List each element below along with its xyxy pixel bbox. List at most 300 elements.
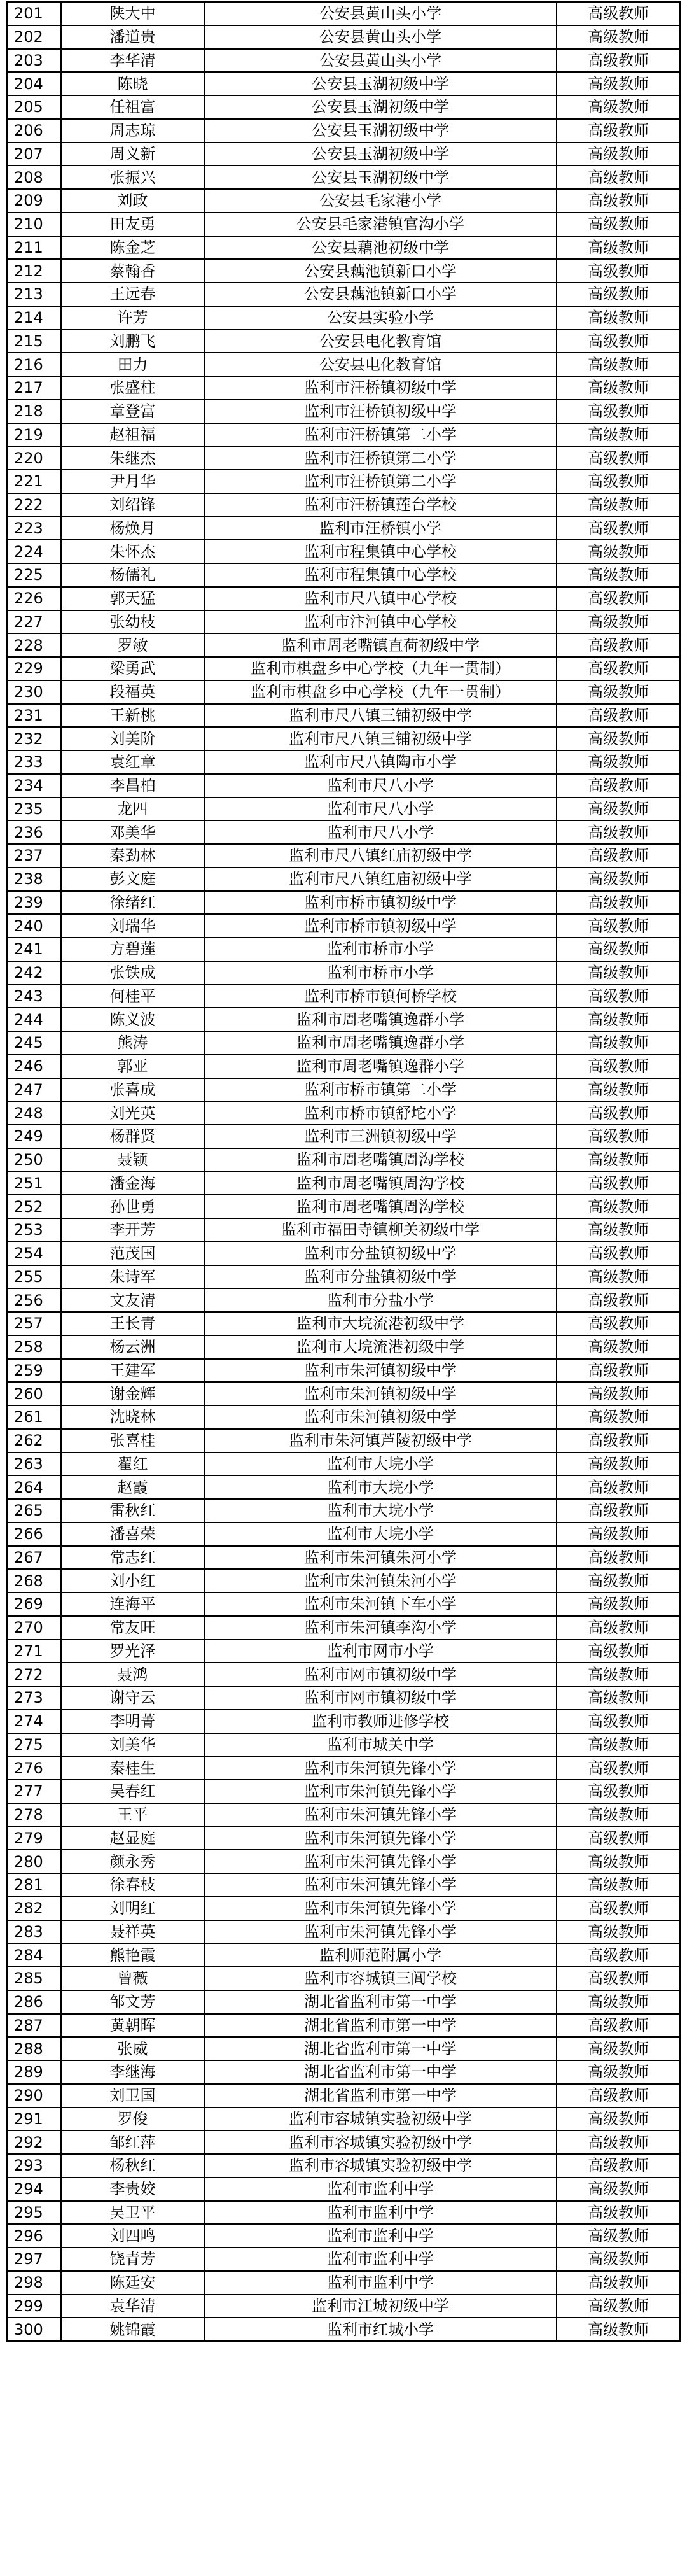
- teacher-name: 陈廷安: [61, 2271, 204, 2295]
- table-row: [7, 914, 680, 938]
- teacher-name: 谢金辉: [61, 1382, 204, 1405]
- table-row: [7, 540, 680, 563]
- teacher-name: 李开芳: [61, 1218, 204, 1242]
- row-number: 243: [7, 985, 61, 1008]
- row-number: 222: [7, 493, 61, 517]
- title-cell: 高级教师: [557, 587, 680, 610]
- school-name: 监利市三洲镇初级中学: [204, 1125, 557, 1148]
- title-cell: 高级教师: [557, 1663, 680, 1686]
- title-cell: 高级教师: [557, 1148, 680, 1172]
- row-number: 252: [7, 1195, 61, 1218]
- table-row: [7, 1382, 680, 1405]
- teacher-name: 刘四鸣: [61, 2224, 204, 2248]
- school-name: 监利市容城镇实验初级中学: [204, 2130, 557, 2154]
- teacher-name: 王新桃: [61, 704, 204, 728]
- school-name: 公安县藕池初级中学: [204, 236, 557, 260]
- title-cell: 高级教师: [557, 798, 680, 821]
- school-name: 公安县黄山头小学: [204, 49, 557, 73]
- teacher-name: 秦劲林: [61, 844, 204, 868]
- teacher-name: 杨群贤: [61, 1125, 204, 1148]
- school-name: 监利市程集镇中心学校: [204, 563, 557, 587]
- row-number: 238: [7, 868, 61, 891]
- teacher-name: 章登富: [61, 400, 204, 423]
- row-number: 224: [7, 540, 61, 563]
- row-number: 267: [7, 1546, 61, 1570]
- teacher-name: 徐绪红: [61, 891, 204, 915]
- title-cell: 高级教师: [557, 938, 680, 961]
- row-number: 214: [7, 306, 61, 330]
- row-number: 291: [7, 2108, 61, 2131]
- title-cell: 高级教师: [557, 750, 680, 774]
- table-row: [7, 610, 680, 634]
- table-row: [7, 1827, 680, 1850]
- title-cell: 高级教师: [557, 236, 680, 260]
- school-name: 监利市尺八镇陶市小学: [204, 750, 557, 774]
- teacher-name: 朱继杰: [61, 446, 204, 470]
- row-number: 288: [7, 2037, 61, 2060]
- title-cell: 高级教师: [557, 2, 680, 25]
- teacher-name: 李华清: [61, 49, 204, 73]
- table-row: [7, 470, 680, 493]
- teacher-name: 雷秋红: [61, 1499, 204, 1523]
- row-number: 237: [7, 844, 61, 868]
- school-name: 监利市朱河镇先锋小学: [204, 1850, 557, 1873]
- row-number: 245: [7, 1031, 61, 1055]
- teacher-name: 王长青: [61, 1312, 204, 1335]
- table-row: [7, 1265, 680, 1289]
- table-row: [7, 1148, 680, 1172]
- teacher-name: 陕大中: [61, 2, 204, 25]
- row-number: 263: [7, 1453, 61, 1476]
- table-row: [7, 1195, 680, 1218]
- title-cell: 高级教师: [557, 2224, 680, 2248]
- school-name: 公安县玉湖初级中学: [204, 119, 557, 143]
- row-number: 299: [7, 2295, 61, 2318]
- title-cell: 高级教师: [557, 2178, 680, 2201]
- school-name: 监利市尺八小学: [204, 820, 557, 844]
- row-number: 298: [7, 2271, 61, 2295]
- teacher-name: 尹月华: [61, 470, 204, 493]
- row-number: 278: [7, 1803, 61, 1827]
- school-name: 监利市周老嘴镇周沟学校: [204, 1195, 557, 1218]
- row-number: 251: [7, 1172, 61, 1195]
- teacher-name: 刘政: [61, 189, 204, 213]
- table-row: [7, 1031, 680, 1055]
- table-row: [7, 1405, 680, 1429]
- title-cell: 高级教师: [557, 1569, 680, 1593]
- row-number: 219: [7, 423, 61, 447]
- teacher-name: 连海平: [61, 1593, 204, 1616]
- title-cell: 高级教师: [557, 657, 680, 680]
- title-cell: 高级教师: [557, 1335, 680, 1359]
- table-row: [7, 2060, 680, 2084]
- teacher-name: 熊艳霞: [61, 1943, 204, 1967]
- teacher-name: 谢守云: [61, 1686, 204, 1710]
- teacher-name: 杨焕月: [61, 517, 204, 540]
- title-cell: 高级教师: [557, 820, 680, 844]
- row-number: 225: [7, 563, 61, 587]
- teacher-name: 郭天猛: [61, 587, 204, 610]
- teacher-name: 何桂平: [61, 985, 204, 1008]
- teacher-name: 彭文庭: [61, 868, 204, 891]
- title-cell: 高级教师: [557, 961, 680, 985]
- title-cell: 高级教师: [557, 376, 680, 400]
- table-row: [7, 517, 680, 540]
- table-row: [7, 1429, 680, 1453]
- row-number: 293: [7, 2154, 61, 2178]
- row-number: 247: [7, 1078, 61, 1102]
- table-row: [7, 1078, 680, 1102]
- school-name: 监利市江城初级中学: [204, 2295, 557, 2318]
- title-cell: 高级教师: [557, 2014, 680, 2038]
- table-row: [7, 446, 680, 470]
- table-row: [7, 1593, 680, 1616]
- teacher-name: 常志红: [61, 1546, 204, 1570]
- row-number: 270: [7, 1616, 61, 1640]
- title-cell: 高级教师: [557, 1733, 680, 1757]
- school-name: 监利市红城小学: [204, 2318, 557, 2341]
- teacher-name: 蔡翰香: [61, 259, 204, 283]
- table-row: [7, 95, 680, 119]
- teacher-name: 罗敏: [61, 633, 204, 657]
- row-number: 255: [7, 1265, 61, 1289]
- school-name: 监利市城关中学: [204, 1733, 557, 1757]
- teacher-name: 孙世勇: [61, 1195, 204, 1218]
- table-row: [7, 798, 680, 821]
- teacher-name: 杨云洲: [61, 1335, 204, 1359]
- row-number: 212: [7, 259, 61, 283]
- title-cell: 高级教师: [557, 1827, 680, 1850]
- teacher-name: 罗光泽: [61, 1640, 204, 1663]
- table-row: [7, 353, 680, 376]
- school-name: 监利市周老嘴镇逸群小学: [204, 1008, 557, 1031]
- teacher-name: 邹红萍: [61, 2130, 204, 2154]
- school-name: 监利市朱河镇朱河小学: [204, 1569, 557, 1593]
- school-name: 监利市朱河镇初级中学: [204, 1382, 557, 1405]
- teacher-name: 张威: [61, 2037, 204, 2060]
- table-row: [7, 1125, 680, 1148]
- row-number: 257: [7, 1312, 61, 1335]
- title-cell: 高级教师: [557, 1897, 680, 1920]
- school-name: 监利市朱河镇初级中学: [204, 1359, 557, 1383]
- teacher-name: 王平: [61, 1803, 204, 1827]
- row-number: 292: [7, 2130, 61, 2154]
- teacher-name: 翟红: [61, 1453, 204, 1476]
- table-row: [7, 1288, 680, 1312]
- teacher-name: 方碧莲: [61, 938, 204, 961]
- school-name: 监利市朱河镇先锋小学: [204, 1780, 557, 1803]
- row-number: 244: [7, 1008, 61, 1031]
- row-number: 253: [7, 1218, 61, 1242]
- table-row: [7, 1453, 680, 1476]
- teacher-name: 张喜成: [61, 1078, 204, 1102]
- teacher-name: 李昌柏: [61, 774, 204, 798]
- teacher-name: 袁红章: [61, 750, 204, 774]
- row-number: 260: [7, 1382, 61, 1405]
- school-name: 监利市分盐镇初级中学: [204, 1242, 557, 1265]
- row-number: 234: [7, 774, 61, 798]
- school-name: 监利市桥市小学: [204, 961, 557, 985]
- title-cell: 高级教师: [557, 119, 680, 143]
- table-row: [7, 985, 680, 1008]
- row-number: 264: [7, 1475, 61, 1499]
- row-number: 242: [7, 961, 61, 985]
- teacher-name: 黄朝晖: [61, 2014, 204, 2038]
- title-cell: 高级教师: [557, 2060, 680, 2084]
- school-name: 公安县电化教育馆: [204, 353, 557, 376]
- teacher-name: 刘卫国: [61, 2084, 204, 2108]
- teacher-name: 陈义波: [61, 1008, 204, 1031]
- row-number: 246: [7, 1055, 61, 1078]
- teacher-name: 颜永秀: [61, 1850, 204, 1873]
- table-row: [7, 1523, 680, 1546]
- school-name: 公安县毛家港小学: [204, 189, 557, 213]
- row-number: 208: [7, 165, 61, 189]
- title-cell: 高级教师: [557, 1453, 680, 1476]
- title-cell: 高级教师: [557, 1429, 680, 1453]
- teacher-name: 李明菁: [61, 1710, 204, 1733]
- table-row: [7, 2224, 680, 2248]
- school-name: 监利市桥市小学: [204, 938, 557, 961]
- table-row: [7, 1569, 680, 1593]
- roster-table: [6, 1, 681, 2342]
- table-row: [7, 961, 680, 985]
- row-number: 229: [7, 657, 61, 680]
- title-cell: 高级教师: [557, 1312, 680, 1335]
- title-cell: 高级教师: [557, 633, 680, 657]
- table-row: [7, 213, 680, 236]
- teacher-name: 秦桂生: [61, 1756, 204, 1780]
- school-name: 监利市监利中学: [204, 2201, 557, 2225]
- title-cell: 高级教师: [557, 540, 680, 563]
- teacher-name: 邹文芳: [61, 1990, 204, 2014]
- row-number: 280: [7, 1850, 61, 1873]
- title-cell: 高级教师: [557, 2130, 680, 2154]
- teacher-name: 刘瑞华: [61, 914, 204, 938]
- row-number: 226: [7, 587, 61, 610]
- title-cell: 高级教师: [557, 1967, 680, 1990]
- school-name: 湖北省监利市第一中学: [204, 2084, 557, 2108]
- teacher-name: 王建军: [61, 1359, 204, 1383]
- table-row: [7, 1008, 680, 1031]
- row-number: 223: [7, 517, 61, 540]
- teacher-name: 周志琼: [61, 119, 204, 143]
- teacher-name: 梁勇武: [61, 657, 204, 680]
- teacher-name: 龙四: [61, 798, 204, 821]
- school-name: 公安县藕池镇新口小学: [204, 283, 557, 306]
- row-number: 213: [7, 283, 61, 306]
- table-row: [7, 2014, 680, 2038]
- teacher-name: 刘明红: [61, 1897, 204, 1920]
- title-cell: 高级教师: [557, 1242, 680, 1265]
- school-name: 监利市桥市镇舒坨小学: [204, 1101, 557, 1125]
- teacher-name: 赵显庭: [61, 1827, 204, 1850]
- title-cell: 高级教师: [557, 1218, 680, 1242]
- teacher-name: 聂祥英: [61, 1920, 204, 1944]
- teacher-name: 张喜桂: [61, 1429, 204, 1453]
- teacher-name: 陈金芝: [61, 236, 204, 260]
- row-number: 228: [7, 633, 61, 657]
- row-number: 211: [7, 236, 61, 260]
- table-row: [7, 820, 680, 844]
- title-cell: 高级教师: [557, 1125, 680, 1148]
- row-number: 235: [7, 798, 61, 821]
- school-name: 监利市桥市镇初级中学: [204, 891, 557, 915]
- school-name: 监利市周老嘴镇周沟学校: [204, 1172, 557, 1195]
- school-name: 监利市朱河镇朱河小学: [204, 1546, 557, 1570]
- title-cell: 高级教师: [557, 1475, 680, 1499]
- table-row: [7, 2108, 680, 2131]
- title-cell: 高级教师: [557, 1943, 680, 1967]
- school-name: 监利市尺八镇红庙初级中学: [204, 868, 557, 891]
- table-row: [7, 189, 680, 213]
- school-name: 监利市尺八镇中心学校: [204, 587, 557, 610]
- teacher-name: 潘金海: [61, 1172, 204, 1195]
- row-number: 296: [7, 2224, 61, 2248]
- row-number: 210: [7, 213, 61, 236]
- table-row: [7, 1850, 680, 1873]
- teacher-name: 刘绍锋: [61, 493, 204, 517]
- school-name: 监利市大垸流港初级中学: [204, 1335, 557, 1359]
- teacher-name: 熊涛: [61, 1031, 204, 1055]
- school-name: 监利市棋盘乡中心学校（九年一贯制）: [204, 680, 557, 704]
- row-number: 285: [7, 1967, 61, 1990]
- row-number: 250: [7, 1148, 61, 1172]
- row-number: 266: [7, 1523, 61, 1546]
- row-number: 269: [7, 1593, 61, 1616]
- title-cell: 高级教师: [557, 1078, 680, 1102]
- school-name: 监利市大垸小学: [204, 1475, 557, 1499]
- table-row: [7, 750, 680, 774]
- school-name: 监利市大垸小学: [204, 1453, 557, 1476]
- teacher-name: 段福英: [61, 680, 204, 704]
- row-number: 277: [7, 1780, 61, 1803]
- row-number: 295: [7, 2201, 61, 2225]
- row-number: 248: [7, 1101, 61, 1125]
- school-name: 监利市桥市镇第二小学: [204, 1078, 557, 1102]
- title-cell: 高级教师: [557, 1640, 680, 1663]
- table-row: [7, 1686, 680, 1710]
- title-cell: 高级教师: [557, 2201, 680, 2225]
- title-cell: 高级教师: [557, 2295, 680, 2318]
- title-cell: 高级教师: [557, 283, 680, 306]
- teacher-name: 徐春枝: [61, 1873, 204, 1897]
- table-row: [7, 25, 680, 49]
- teacher-name: 沈晓林: [61, 1405, 204, 1429]
- school-name: 监利市汪桥镇莲台学校: [204, 493, 557, 517]
- teacher-name: 朱诗军: [61, 1265, 204, 1289]
- table-row: [7, 891, 680, 915]
- title-cell: 高级教师: [557, 1382, 680, 1405]
- table-row: [7, 1616, 680, 1640]
- row-number: 221: [7, 470, 61, 493]
- row-number: 232: [7, 727, 61, 750]
- school-name: 监利市桥市镇何桥学校: [204, 985, 557, 1008]
- title-cell: 高级教师: [557, 1920, 680, 1944]
- teacher-name: 袁华清: [61, 2295, 204, 2318]
- row-number: 286: [7, 1990, 61, 2014]
- table-row: [7, 2, 680, 25]
- title-cell: 高级教师: [557, 2037, 680, 2060]
- row-number: 240: [7, 914, 61, 938]
- row-number: 259: [7, 1359, 61, 1383]
- school-name: 监利市朱河镇李沟小学: [204, 1616, 557, 1640]
- row-number: 282: [7, 1897, 61, 1920]
- school-name: 监利市朱河镇先锋小学: [204, 1803, 557, 1827]
- school-name: 监利市网市小学: [204, 1640, 557, 1663]
- table-row: [7, 1920, 680, 1944]
- school-name: 湖北省监利市第一中学: [204, 1990, 557, 2014]
- table-row: [7, 2318, 680, 2341]
- title-cell: 高级教师: [557, 1101, 680, 1125]
- school-name: 监利市程集镇中心学校: [204, 540, 557, 563]
- table-row: [7, 633, 680, 657]
- school-name: 监利市尺八镇红庙初级中学: [204, 844, 557, 868]
- title-cell: 高级教师: [557, 189, 680, 213]
- school-name: 监利市朱河镇下车小学: [204, 1593, 557, 1616]
- title-cell: 高级教师: [557, 353, 680, 376]
- table-row: [7, 774, 680, 798]
- school-name: 公安县玉湖初级中学: [204, 143, 557, 166]
- teacher-name: 李贵姣: [61, 2178, 204, 2201]
- school-name: 监利市汪桥镇初级中学: [204, 400, 557, 423]
- table-row: [7, 1475, 680, 1499]
- school-name: 监利市汪桥镇初级中学: [204, 376, 557, 400]
- school-name: 监利市朱河镇先锋小学: [204, 1873, 557, 1897]
- table-row: [7, 1943, 680, 1967]
- teacher-name: 田友勇: [61, 213, 204, 236]
- table-row: [7, 704, 680, 728]
- teacher-name: 赵祖福: [61, 423, 204, 447]
- table-row: [7, 1780, 680, 1803]
- row-number: 203: [7, 49, 61, 73]
- title-cell: 高级教师: [557, 1686, 680, 1710]
- title-cell: 高级教师: [557, 1990, 680, 2014]
- title-cell: 高级教师: [557, 517, 680, 540]
- school-name: 监利市周老嘴镇逸群小学: [204, 1031, 557, 1055]
- teacher-name: 李继海: [61, 2060, 204, 2084]
- school-name: 监利市大垸小学: [204, 1499, 557, 1523]
- table-row: [7, 1756, 680, 1780]
- school-name: 监利市棋盘乡中心学校（九年一贯制）: [204, 657, 557, 680]
- title-cell: 高级教师: [557, 423, 680, 447]
- title-cell: 高级教师: [557, 1616, 680, 1640]
- title-cell: 高级教师: [557, 985, 680, 1008]
- table-row: [7, 1710, 680, 1733]
- table-row: [7, 1733, 680, 1757]
- school-name: 监利市监利中学: [204, 2178, 557, 2201]
- table-row: [7, 1242, 680, 1265]
- title-cell: 高级教师: [557, 1546, 680, 1570]
- table-row: [7, 844, 680, 868]
- table-row: [7, 49, 680, 73]
- table-row: [7, 493, 680, 517]
- table-row: [7, 306, 680, 330]
- title-cell: 高级教师: [557, 868, 680, 891]
- table-row: [7, 1990, 680, 2014]
- school-name: 监利市网市镇初级中学: [204, 1663, 557, 1686]
- table-row: [7, 165, 680, 189]
- teacher-name: 田力: [61, 353, 204, 376]
- row-number: 254: [7, 1242, 61, 1265]
- row-number: 279: [7, 1827, 61, 1850]
- table-row: [7, 400, 680, 423]
- title-cell: 高级教师: [557, 2108, 680, 2131]
- row-number: 297: [7, 2248, 61, 2271]
- row-number: 207: [7, 143, 61, 166]
- school-name: 监利市周老嘴镇逸群小学: [204, 1055, 557, 1078]
- teacher-name: 曾薇: [61, 1967, 204, 1990]
